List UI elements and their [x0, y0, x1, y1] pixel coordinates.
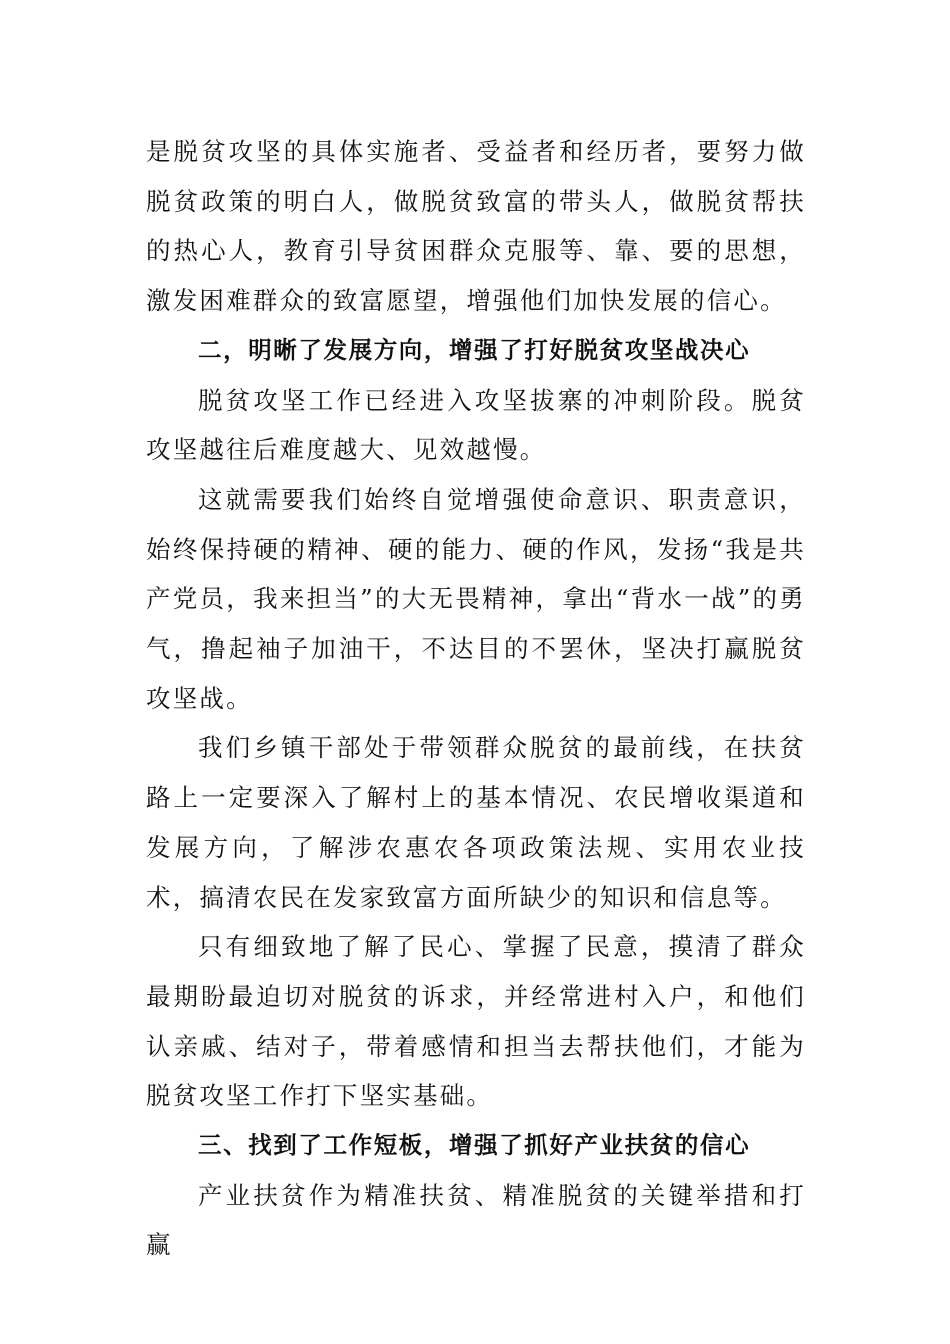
paragraph-continuation: 是脱贫攻坚的具体实施者、受益者和经历者，要努力做脱贫政策的明白人，做脱贫致富的带头人，做脱贫帮扶的热心人，教育引导贫困群众克服等、靠、要的思想，激发困难群众的致富愿望，增强他们加快发展的信心。	[146, 137, 806, 316]
section-heading-2: 二，明晰了发展方向，增强了打好脱贫攻坚战决心	[198, 335, 751, 364]
paragraph: 脱贫攻坚工作已经进入攻坚拔寨的冲刺阶段。脱贫攻坚越往后难度越大、见效越慢。	[146, 385, 806, 465]
paragraph: 产业扶贫作为精准扶贫、精准脱贫的关键举措和打赢	[146, 1180, 806, 1260]
paragraph: 只有细致地了解了民心、掌握了民意，摸清了群众最期盼最迫切对脱贫的诉求，并经常进村入户，和他们认亲戚、结对子，带着感情和担当去帮扶他们，才能为脱贫攻坚工作打下坚实基础。	[146, 932, 806, 1111]
document-page	[146, 127, 806, 1270]
paragraph: 这就需要我们始终自觉增强使命意识、职责意识，始终保持硬的精神、硬的能力、硬的作风，发扬“我是共产党员，我来担当”的大无畏精神，拿出“背水一战”的勇气，撸起袖子加油干，不达目的不罢休，坚决打赢脱贫攻坚战。	[146, 484, 806, 713]
section-heading-3: 三、找到了工作短板，增强了抓好产业扶贫的信心	[198, 1131, 751, 1160]
paragraph: 我们乡镇干部处于带领群众脱贫的最前线，在扶贫路上一定要深入了解村上的基本情况、农民增收渠道和发展方向，了解涉农惠农各项政策法规、实用农业技术，搞清农民在发家致富方面所缺少的知识和信息等。	[146, 733, 806, 912]
